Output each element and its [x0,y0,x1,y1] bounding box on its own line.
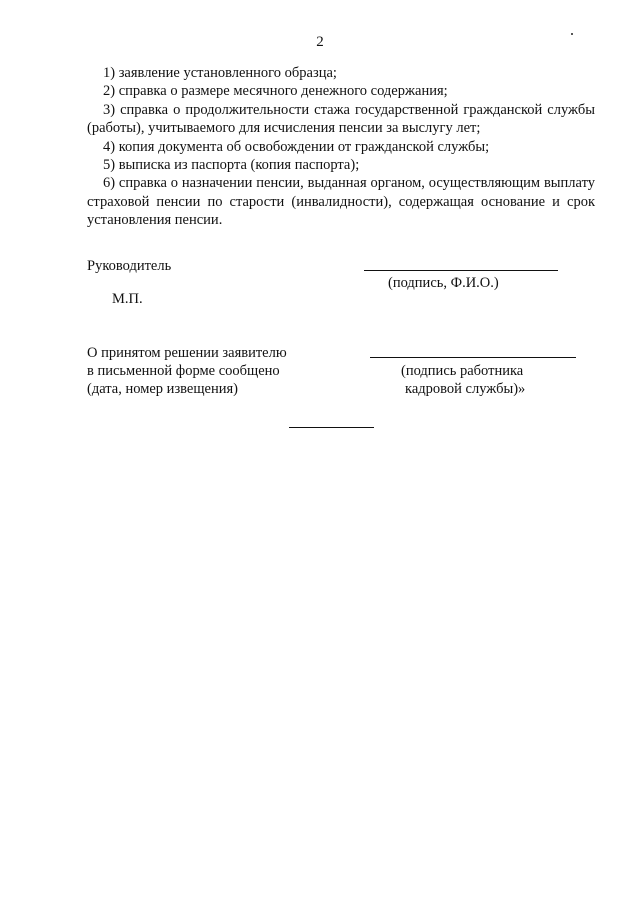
list-item: 6) справка о назначении пенсии, выданная органом, осуществляющим выплату страховой пенсии по старости (инвалидности), содержащая основание и срок установления пенсии. [87,175,595,229]
head-signature-line [364,270,558,271]
list-item: 5) выписка из паспорта (копия паспорта); [103,157,360,174]
seal-mark: М.П. [112,291,143,307]
list-item: 1) заявление установленного образца; [103,65,337,81]
decision-line-1: О принятом решении заявителю [87,345,287,361]
page-number: 2 [316,34,324,50]
hr-signature-line [370,357,576,358]
speck-mark [571,33,573,35]
closing-rule [289,427,374,428]
head-title: Руководитель [87,258,172,274]
document-list [87,64,595,230]
list-item: 4) копия документа об освобождении от гражданской службы; [103,138,490,155]
hr-signature-caption-2: кадровой службы)» [405,381,526,397]
hr-signature-caption-1: (подпись работника [401,363,524,379]
list-item: 2) справка о размере месячного денежного содержания; [103,83,448,100]
list-item: 3) справка о продолжительности стажа государственной гражданской службы (работы), учитываемого для исчисления пенсии за выслугу лет; [87,101,595,137]
decision-line-3: (дата, номер извещения) [87,381,238,397]
head-signature-caption: (подпись, Ф.И.О.) [388,275,499,291]
decision-line-2: в письменной форме сообщено [87,363,280,379]
